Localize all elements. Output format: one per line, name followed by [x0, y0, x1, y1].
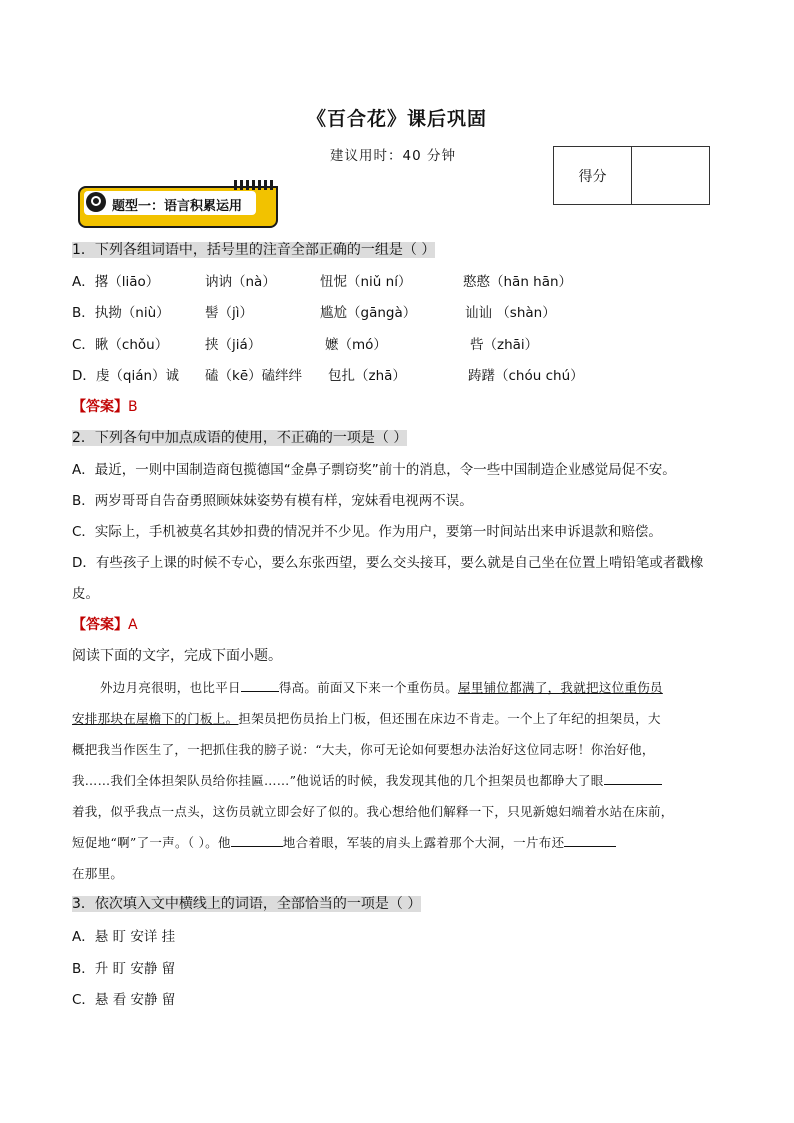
q1-option-d-3: 包扎（zhā） — [328, 368, 406, 384]
passage-line-4 — [72, 771, 722, 789]
blank-1 — [241, 679, 279, 692]
passage-text: 我……我们全体担架队员给你挂匾……”他说话的时候，我发现其他的几个担架员也都睁大了眼 — [72, 773, 604, 788]
score-table — [553, 146, 710, 205]
passage-line-6 — [72, 833, 722, 851]
passage-text: 担架员把伤员抬上门板，但还围在床边不肯走。一个上了年纪的担架员，大 — [238, 711, 661, 726]
q1-option-b-4: 讪讪 （shàn） — [465, 305, 556, 321]
q1-option-b-1: B．执拗（niù） — [72, 305, 170, 321]
q1-option-c-4: 呰（zhāi） — [470, 337, 539, 353]
q3-option-a: A．悬 盯 安详 挂 — [72, 929, 176, 945]
blank-4 — [564, 834, 616, 847]
q1-option-a-2: 讷讷（nà） — [205, 274, 276, 290]
q1-option-c-3: 嬷（mó） — [325, 337, 387, 353]
answer-value: A — [128, 617, 138, 633]
passage-line-7: 在那里。 — [72, 866, 124, 881]
q3-option-b: B．升 盯 安静 留 — [72, 961, 176, 977]
q1-option-b-3: 尴尬（gāngà） — [320, 305, 417, 321]
q1-option-d-1: D．虔（qián）诚 — [72, 368, 180, 384]
section-banner-stripes — [234, 180, 274, 190]
q3-stem: 3．依次填入文中横线上的词语，全部恰当的一项是（ ） — [72, 896, 422, 912]
answer-tag: 【答案】 — [72, 617, 128, 633]
q2-option-d-cont: 皮。 — [72, 586, 99, 602]
page-title: 《百合花》课后巩固 — [306, 108, 487, 130]
q2-stem: 2．下列各句中加点成语的使用，不正确的一项是（ ） — [72, 430, 408, 446]
score-value — [632, 147, 710, 205]
q1-answer — [72, 396, 138, 416]
q1-option-d-2: 磕（kē）磕绊绊 — [205, 368, 303, 384]
time-suggestion: 建议用时：40 分钟 — [330, 148, 456, 164]
q1-option-a-3: 忸怩（niǔ ní） — [320, 274, 412, 290]
blank-3 — [231, 834, 283, 847]
q1-option-c-2: 挟（jiá） — [205, 337, 262, 353]
q2-option-b: B．两岁哥哥自告奋勇照顾妹妹姿势有模有样，宠妹看电视两不误。 — [72, 493, 473, 509]
q1-option-d-4: 踌躇（chóu chú） — [468, 368, 584, 384]
head-gear-icon — [86, 192, 106, 212]
passage-text: 短促地“啊”了一声。（ ）。他 — [72, 835, 231, 850]
passage-text: 地合着眼，军装的肩头上露着那个大洞，一片布还 — [282, 835, 565, 850]
q1-option-a-4: 憨憨（hān hān） — [463, 274, 573, 290]
q1-option-b-2: 髻（jì） — [205, 305, 254, 321]
passage-underlined: 屋里铺位都满了，我就把这位重伤员 — [458, 680, 663, 695]
answer-value: B — [128, 399, 138, 415]
passage-line-1 — [100, 678, 750, 696]
passage-text: 外边月亮很明，也比平日 — [100, 680, 241, 695]
q2-answer — [72, 614, 138, 634]
passage-line-3: 概把我当作医生了，一把抓住我的膀子说：“大夫，你可无论如何要想办法治好这位同志呀！你治好他， — [72, 742, 655, 757]
q1-stem: 1．下列各组词语中，括号里的注音全部正确的一组是（ ） — [72, 242, 436, 258]
blank-2 — [604, 772, 662, 785]
section-label: 题型一：语言积累运用 — [112, 199, 243, 214]
passage-line-5: 着我，似乎我点一点头，这伤员就立即会好了似的。我心想给他们解释一下，只见新媳妇端着水站在床前， — [72, 804, 674, 819]
reading-intro: 阅读下面的文字，完成下面小题。 — [72, 648, 282, 664]
q2-option-d: D．有些孩子上课的时候不专心，要么东张西望，要么交头接耳，要么就是自己坐在位置上啃铅笔或者戳橡 — [72, 555, 704, 571]
q2-option-a: A．最近，一则中国制造商包揽德国“金鼻子剽窃奖”前十的消息，令一些中国制造企业感觉局促不安。 — [72, 462, 676, 478]
passage-underlined: 安排那块在屋檐下的门板上。 — [72, 711, 239, 726]
q1-option-a-1: A．撂（liāo） — [72, 274, 160, 290]
passage-line-2 — [72, 709, 722, 727]
q2-option-c: C．实际上，手机被莫名其妙扣费的情况并不少见。作为用户，要第一时间站出来申诉退款和赔偿。 — [72, 524, 662, 540]
q1-option-c-1: C．瞅（chǒu） — [72, 337, 169, 353]
passage-text: 得高。前面又下来一个重伤员。 — [278, 680, 459, 695]
section-banner — [78, 184, 276, 230]
score-label: 得分 — [554, 147, 632, 205]
q3-option-c: C．悬 看 安静 留 — [72, 992, 176, 1008]
answer-tag: 【答案】 — [72, 399, 128, 415]
